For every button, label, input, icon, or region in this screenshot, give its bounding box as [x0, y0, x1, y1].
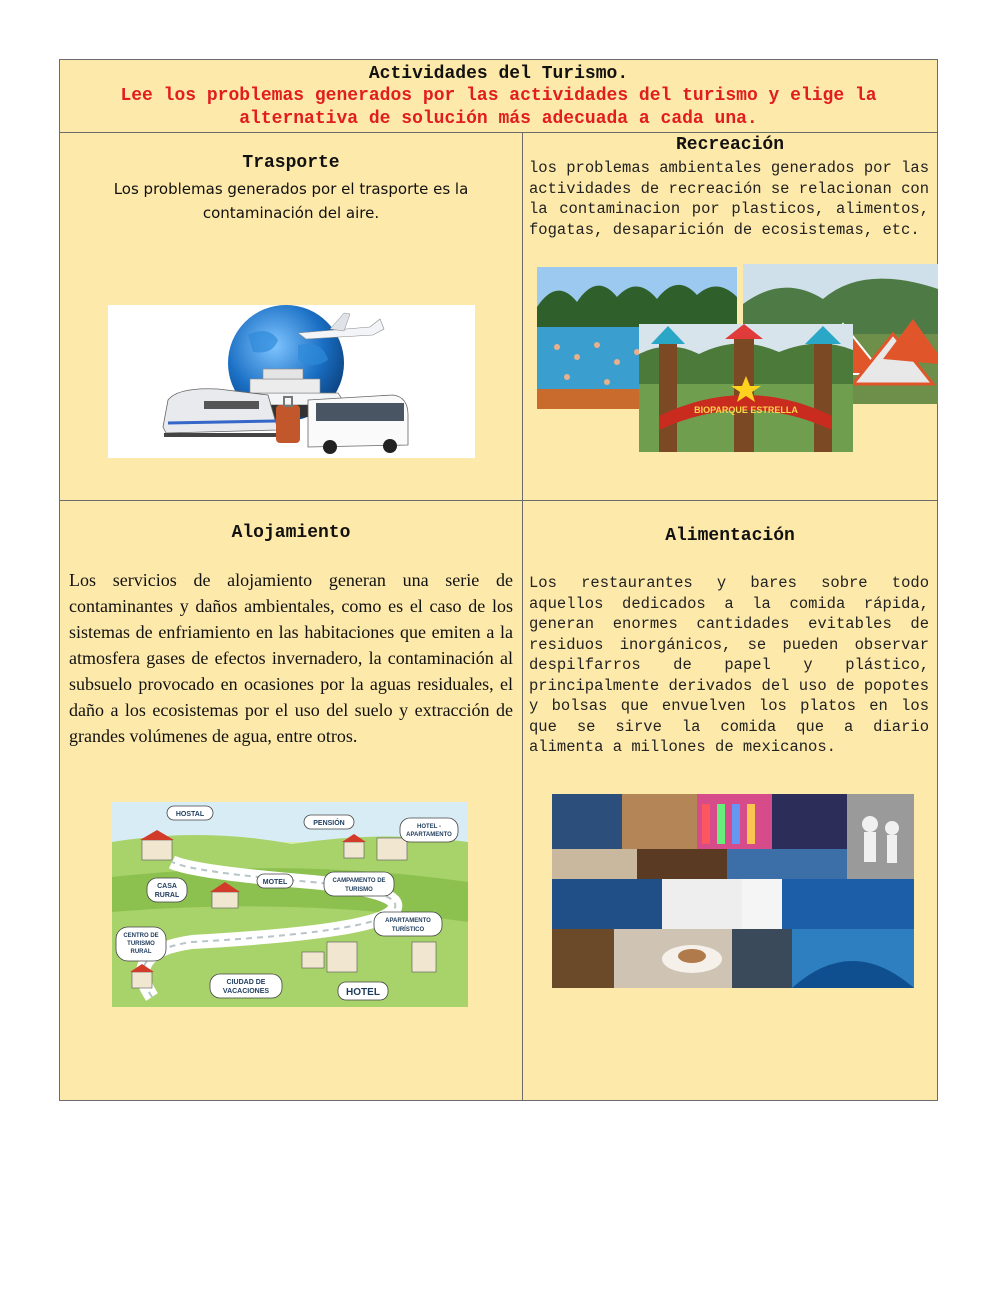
alimentacion-text: Los restaurantes y bares sobre todo aquellos dedicados a la comida rápida, generan enormes cantidades evitables de residuos inorgánicos, se pueden observar despilfarros de papel y plástico, principalmente derivados del uso de popotes y bolsas que envuelven los platos en los que se sirve la comida que a diario alimenta a millones de mexicanos.	[529, 574, 929, 756]
transport-image	[108, 305, 475, 458]
accommodation-map	[112, 802, 468, 1007]
alojamiento-heading: Alojamiento	[231, 523, 351, 543]
alojamiento-text: Los servicios de alojamiento generan una serie de contaminantes y daños ambientales, como es el caso de los sistemas de enfriamiento en las habitaciones que emiten a la atmosfera gases de efectos invernadero, la contaminación al subsuelo provocado en ocasiones por la aguas residuales, el daño a los ecosistemas por el uso del suelo y extracción de grandes volúmenes de agua, entre otros.	[69, 570, 513, 746]
map-label-apartamento-1: APARTAMENTO	[385, 918, 431, 924]
map-label-casa: CASA	[157, 883, 177, 890]
transporte-heading: Trasporte	[242, 153, 340, 173]
recreacion-heading: Recreación	[675, 135, 785, 155]
map-label-centro-1: CENTRO DE	[123, 933, 159, 939]
map-label-motel: MOTEL	[262, 879, 288, 886]
map-label-centro-2: TURISMO	[127, 941, 155, 947]
map-label-hotel-apartamento-2: APARTAMENTO	[406, 832, 452, 838]
bioparque-photo	[639, 324, 853, 452]
map-label-ciudad-1: CIUDAD DE	[226, 979, 266, 986]
restaurants-collage	[552, 794, 914, 988]
map-label-centro-3: RURAL	[130, 949, 152, 955]
transporte-text: Los problemas generados por el trasporte es la contaminación del aire.	[113, 180, 469, 222]
worksheet-table	[59, 59, 938, 1101]
map-label-ciudad-2: VACACIONES	[222, 988, 270, 995]
cell-alojamiento	[60, 501, 522, 1101]
map-label-pension: PENSIÓN	[313, 820, 345, 827]
map-label-hotel-apartamento-1: HOTEL -	[417, 824, 441, 830]
map-label-hotel: HOTEL	[346, 987, 380, 998]
instruction-text: Lee los problemas generados por las actividades del turismo y elige la alternativa de solución más adecuada a cada una.	[120, 86, 877, 129]
map-label-rural: RURAL	[154, 892, 180, 899]
map-label-apartamento-2: TURÍSTICO	[391, 927, 425, 933]
cell-transporte	[60, 133, 522, 500]
alimentacion-heading: Alimentación	[665, 526, 795, 546]
map-label-campamento-1: CAMPAMENTO DE	[332, 878, 386, 884]
header-row	[60, 60, 937, 133]
page-title: Actividades del Turismo.	[368, 64, 629, 84]
map-label-campamento-2: TURISMO	[345, 887, 373, 893]
map-label-hostal: HOSTAL	[175, 811, 205, 818]
bioparque-sign-text: BIOPARQUE ESTRELLA	[694, 405, 798, 415]
recreacion-text: los problemas ambientales generados por las actividades de recreación se relacionan con la contaminacion por plasticos, alimentos, fogatas, desaparición de ecosistemas, etc.	[529, 159, 929, 239]
cell-recreacion	[523, 133, 937, 500]
cell-alimentacion	[523, 501, 937, 1101]
